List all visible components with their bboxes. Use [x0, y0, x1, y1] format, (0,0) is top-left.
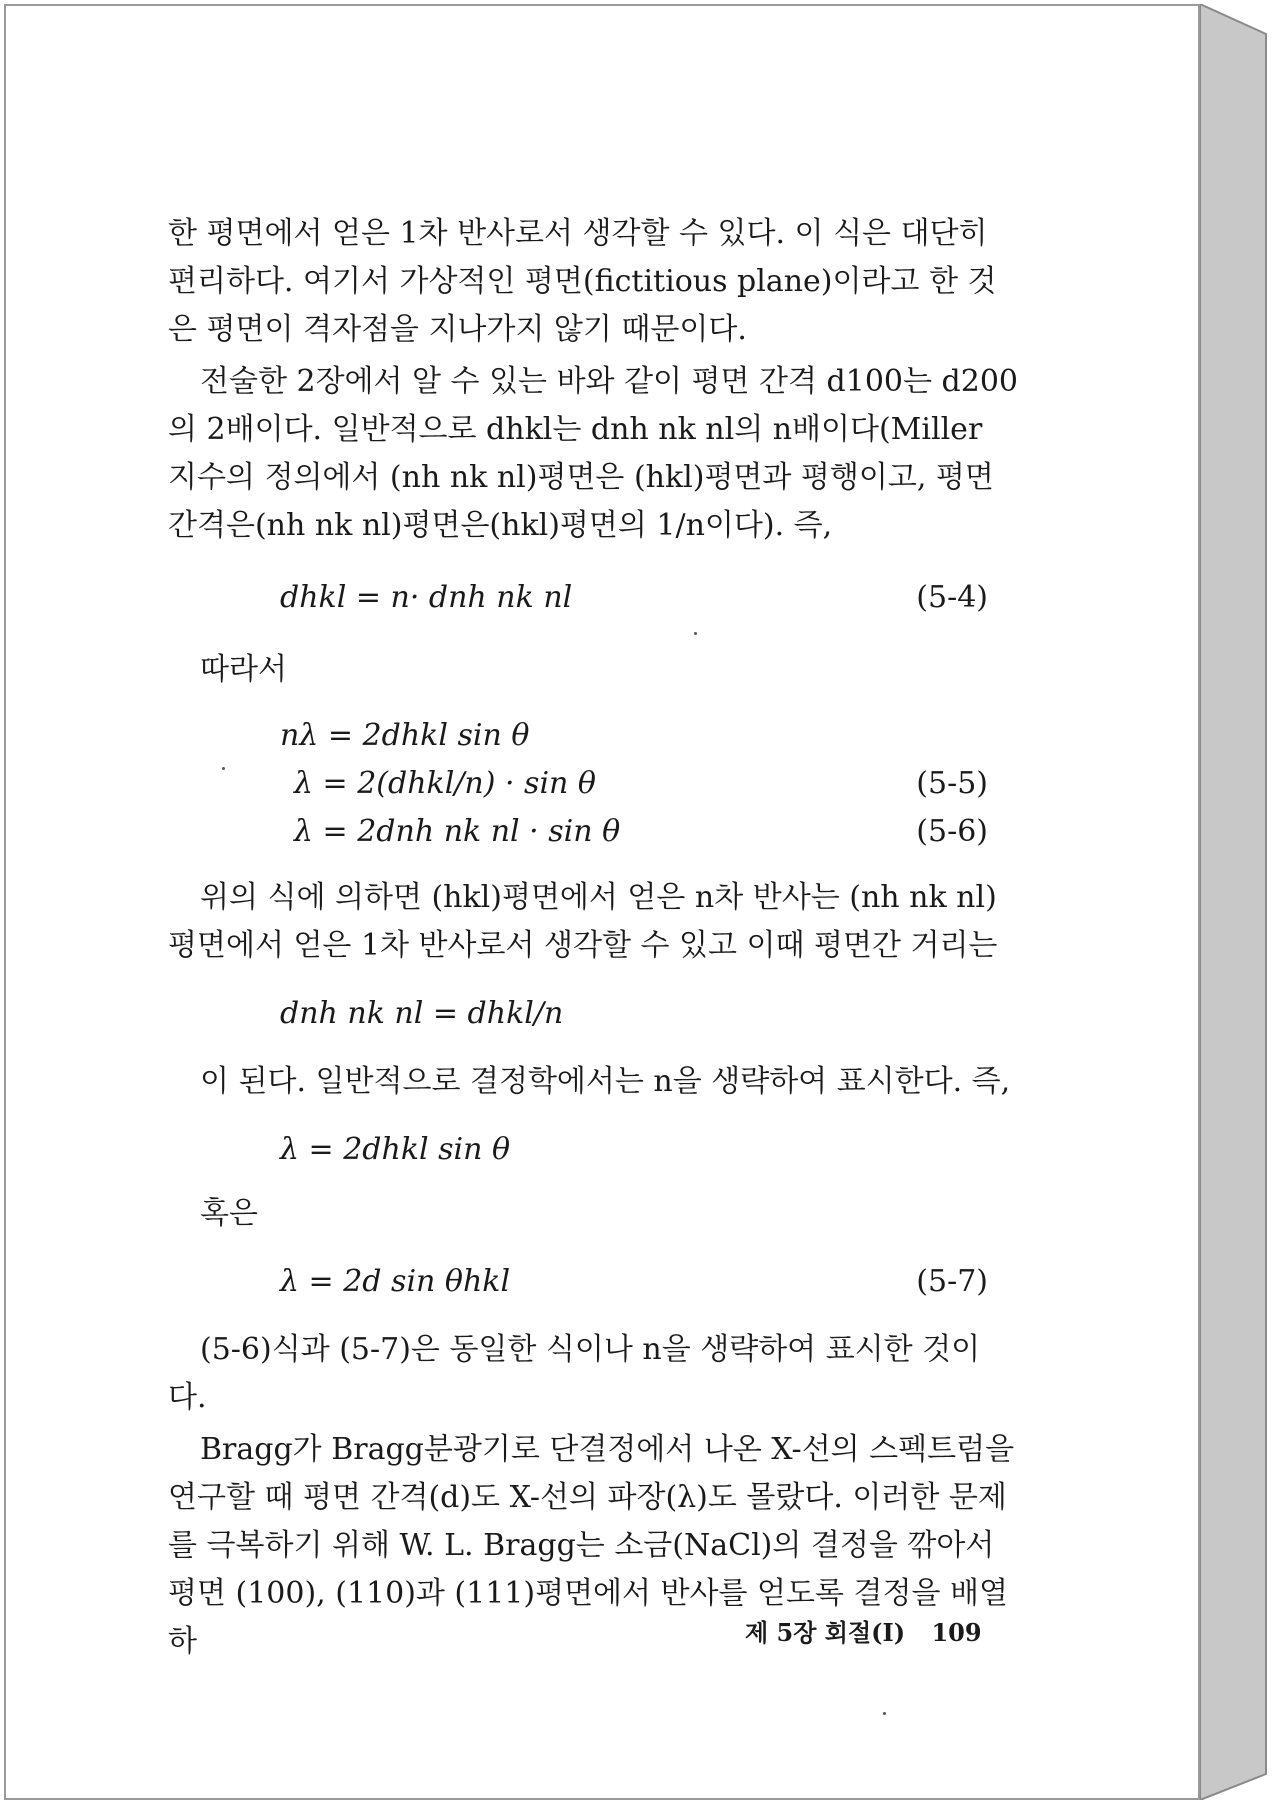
equation-5-5: λ = 2(dhkl/n) · sin θ [294, 766, 596, 801]
equation-row-bragg [168, 712, 1018, 760]
equation-row-spacing [168, 990, 1018, 1038]
speck-mark [883, 1712, 886, 1715]
paragraph-thus: 따라서 [200, 652, 287, 687]
equation-row-bragg-simple [168, 1126, 1018, 1174]
paragraph-4: 위의 식에 의하면 (hkl)평면에서 얻은 n차 반사는 (nh nk nl)평면에서 얻은 1차 반사로서 생각할 수 있고 이때 평면간 거리는 [168, 880, 998, 963]
equation-row-5-7 [168, 1258, 1018, 1306]
page-body [168, 210, 1018, 1666]
equation-row-5-5 [168, 760, 1018, 808]
equation-number-5-6: (5-6) [916, 814, 988, 849]
page-number: 109 [931, 1618, 982, 1647]
paragraph-2: 전술한 2장에서 알 수 있는 바와 같이 평면 간격 d100는 d200의 2배이다. 일반적으로 dhkl는 dnh nk nl의 n배이다(Miller 지수의 정의에서 (nh nk nl)평면은 (hkl)평면과 평행이고, 평면 간격은(nh nk nl)평면은(hkl)평면의 1/n이다). 즉, [168, 364, 1018, 543]
equation-number-5-5: (5-5) [916, 766, 988, 801]
paragraph-8: Bragg가 Bragg분광기로 단결정에서 나온 X-선의 스펙트럼을 연구할 때 평면 간격(d)도 X-선의 파장(λ)도 몰랐다. 이러한 문제를 극복하기 위해 W. L. Bragg는 소금(NaCl)의 결정을 깎아서 평면 (100), (110)과 (111)평면에서 반사를 얻도록 결정을 배열하 [168, 1432, 1015, 1659]
equation-bragg-simple: λ = 2dhkl sin θ [280, 1132, 511, 1167]
page-edge-shadow [1200, 4, 1270, 1800]
equation-row-5-6 [168, 808, 1018, 856]
paragraph-5: 이 된다. 일반적으로 결정학에서는 n을 생략하여 표시한다. 즉, [200, 1064, 1011, 1099]
equation-row-5-4 [168, 574, 1018, 622]
equation-5-4: dhkl = n· dnh nk nl [280, 580, 573, 615]
paragraph-or: 혹은 [200, 1196, 258, 1231]
equation-5-6: λ = 2dnh nk nl · sin θ [294, 814, 621, 849]
speck-mark [694, 632, 697, 635]
chapter-title: 제 5장 회절(I) [745, 1618, 906, 1647]
speck-mark [222, 767, 225, 770]
page-footer [745, 1613, 982, 1648]
paragraph-1: 한 평면에서 얻은 1차 반사로서 생각할 수 있다. 이 식은 대단히 편리하다. 여기서 가상적인 평면(fictitious plane)이라고 한 것은 평면이 격자점을 지나가지 않기 때문이다. [168, 216, 997, 347]
paragraph-7: (5-6)식과 (5-7)은 동일한 식이나 n을 생략하여 표시한 것이다. [168, 1332, 981, 1415]
equation-5-7: λ = 2d sin θhkl [280, 1264, 511, 1299]
equation-number-5-7: (5-7) [916, 1264, 988, 1299]
equation-spacing: dnh nk nl = dhkl/n [280, 996, 564, 1031]
equation-bragg: nλ = 2dhkl sin θ [280, 718, 530, 753]
equation-number-5-4: (5-4) [916, 580, 988, 615]
